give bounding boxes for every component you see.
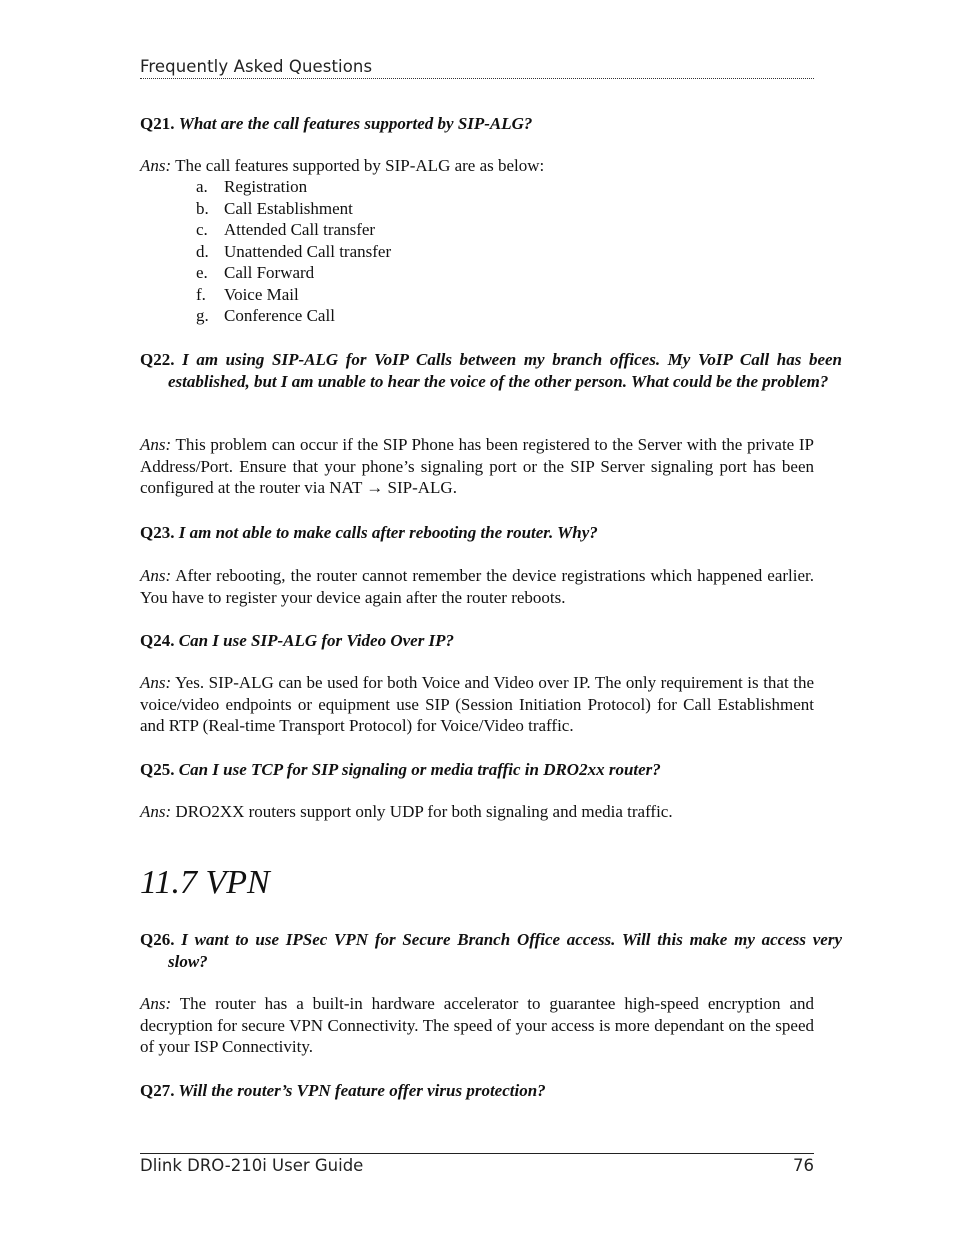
- question-number: Q27.: [140, 1081, 175, 1100]
- question-26: [140, 929, 842, 972]
- running-header: [140, 57, 814, 79]
- question-text: Can I use SIP-ALG for Video Over IP?: [174, 631, 455, 650]
- answer-text: The call features supported by SIP-ALG are as below:: [171, 156, 545, 175]
- answer-label: Ans:: [140, 566, 172, 585]
- question-text: I want to use IPSec VPN for Secure Branch Office access. Will this make my access very slow?: [168, 930, 842, 971]
- answer-text: This problem can occur if the SIP Phone has been registered to the Server with the private IP Address/Port. Ensure that your phone’s signaling port or the SIP Server signaling port has been configured at the router via NAT → SIP-ALG.: [140, 435, 814, 497]
- list-item: a. Registration: [196, 177, 308, 196]
- question-text: What are the call features supported by SIP-ALG?: [178, 114, 533, 133]
- answer-22: [140, 434, 814, 499]
- question-24: [140, 630, 814, 652]
- answer-label: Ans:: [140, 156, 172, 175]
- list-item: f. Voice Mail: [196, 284, 299, 304]
- question-number: Q22.: [140, 350, 175, 369]
- answer-label: Ans:: [140, 994, 172, 1013]
- question-25: [140, 759, 814, 781]
- question-text: Can I use TCP for SIP signaling or media traffic in DRO2xx router?: [174, 760, 661, 779]
- answer-text: Yes. SIP-ALG can be used for both Voice and Video over IP. The only requirement is that the voice/video endpoints or equipment use SIP (Session Initiation Protocol) for Call Establishment and RTP (Real-time Transport Protocol) for Voice/Video traffic.: [140, 673, 814, 735]
- answer-label: Ans:: [140, 802, 172, 821]
- question-number: Q23.: [140, 523, 175, 542]
- answer-label: Ans:: [140, 673, 172, 692]
- question-23: [140, 522, 814, 544]
- answer-label: Ans:: [140, 435, 172, 454]
- list-item: d. Unattended Call transfer: [196, 241, 392, 261]
- question-number: Q26.: [140, 930, 175, 949]
- answer-25: [140, 801, 814, 823]
- answer-21: [140, 155, 814, 177]
- section-title: 11.7 VPN: [140, 864, 270, 901]
- answer-23: [140, 565, 814, 608]
- list-item: c. Attended Call transfer: [196, 220, 376, 239]
- question-number: Q25.: [140, 760, 175, 779]
- answer-text: After rebooting, the router cannot remember the device registrations which happened earlier. You have to register your device again after the router reboots.: [140, 566, 814, 607]
- answer-26: [140, 993, 814, 1058]
- header-title: Frequently Asked Questions: [140, 57, 373, 76]
- page-number: 76: [793, 1156, 814, 1175]
- question-21: [140, 113, 814, 135]
- list-item: e. Call Forward: [196, 263, 315, 282]
- question-number: Q24.: [140, 631, 175, 650]
- answer-text: DRO2XX routers support only UDP for both signaling and media traffic.: [171, 802, 673, 821]
- list-item: b. Call Establishment: [196, 198, 353, 218]
- page-footer: [140, 1153, 814, 1175]
- question-27: [140, 1080, 814, 1102]
- question-text: Will the router’s VPN feature offer virus protection?: [174, 1081, 546, 1100]
- question-text: I am using SIP-ALG for VoIP Calls between my branch offices. My VoIP Call has been established, but I am unable to hear the voice of the other person. What could be the problem?: [168, 350, 842, 391]
- question-number: Q21.: [140, 114, 175, 133]
- list-item: g. Conference Call: [196, 306, 335, 325]
- answer-text: The router has a built-in hardware accelerator to guarantee high-speed encryption and decryption for secure VPN Connectivity. The speed of your access is more dependant on the speed of your ISP Connectivity.: [140, 994, 814, 1056]
- question-text: I am not able to make calls after rebooting the router. Why?: [174, 523, 598, 542]
- footer-guide-title: Dlink DRO-210i User Guide: [140, 1156, 364, 1175]
- question-22: [140, 349, 842, 392]
- answer-24: [140, 672, 814, 737]
- call-features-list: [196, 176, 391, 327]
